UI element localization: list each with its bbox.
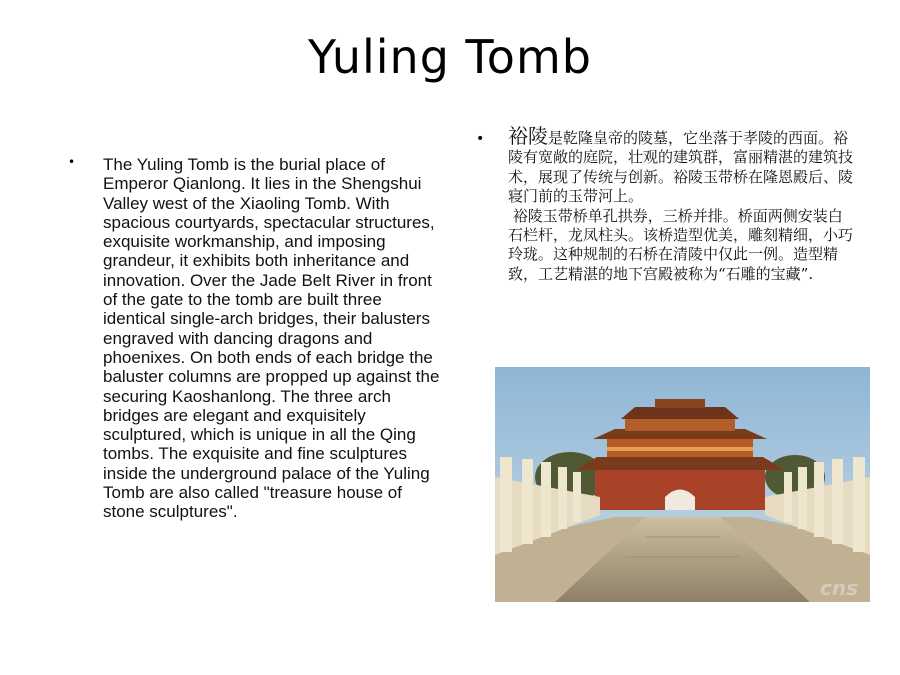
bullet-right: • — [476, 131, 485, 147]
photo-watermark: cns — [820, 576, 858, 600]
bullet-left: • — [68, 155, 76, 169]
chinese-text-block — [476, 124, 856, 284]
chinese-text-part1: 是乾隆皇帝的陵墓，它坐落于孝陵的西面。裕陵有宽敞的庭院，壮观的建筑群，富丽精湛的建筑技术，展现了传统与创新。裕陵玉带桥在隆恩殿后、陵寝门前的玉带河上。 — [508, 129, 854, 206]
tomb-photo-illustration — [495, 367, 870, 602]
english-text-block — [68, 155, 448, 522]
slide-title: Yuling Tomb — [308, 30, 592, 84]
chinese-lead-term: 裕陵 — [508, 124, 548, 148]
tomb-photo — [495, 367, 870, 602]
english-paragraph: The Yuling Tomb is the burial place of Emperor Qianlong. It lies in the Shengshui Valley west of the Xiaoling Tomb. With spacious courtyards, spectacular structures, exquisite workmanship, and imposing grandeur, it exhibits both inheritance and innovation. Over the Jade Belt River in front of the gate to the tomb are built three identical single-arch bridges, their balusters engraved with dancing dragons and phoenixes. On both ends of each bridge the baluster columns are propped up against the securing Kaoshanlong. The three arch bridges are elegant and exquisitely sculptured, which is unique in all the Qing tombs. The exquisite and fine sculptures inside the underground palace of the Yuling Tomb are also called "treasure house of stone sculptures". — [103, 155, 440, 522]
chinese-paragraph — [508, 124, 854, 284]
chinese-text-part2: 裕陵玉带桥单孔拱券，三桥并排。桥面两侧安装白石栏杆，龙凤柱头。该桥造型优美，雕刻精细，小巧玲珑。这种规制的石桥在清陵中仅此一例。造型精致，工艺精湛的地下宫殿被称为“石雕的宝藏”. — [508, 206, 854, 283]
